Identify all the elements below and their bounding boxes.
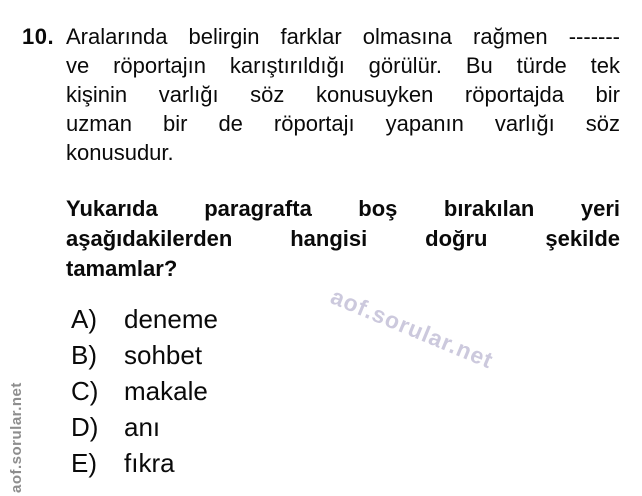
option-a-text: deneme [124, 304, 218, 334]
paragraph-line: konusudur. [66, 140, 174, 165]
option-c[interactable] [71, 373, 620, 409]
watermark-vertical: aof.sorular.net [8, 382, 25, 493]
paragraph-line: uzman bir de röportajı yapanın varlığı söz [66, 111, 620, 136]
option-d-text: anı [124, 412, 161, 442]
option-b-letter: B) [71, 340, 97, 370]
option-b[interactable] [71, 337, 620, 373]
option-e-letter: E) [71, 448, 97, 478]
option-c-letter: C) [71, 376, 99, 406]
option-a[interactable] [71, 301, 620, 337]
question-block [22, 22, 622, 481]
paragraph-line: ve röportajın karıştırıldığı görülür. Bu türde tek [66, 53, 620, 78]
option-b-text: sohbet [124, 340, 203, 370]
question-paragraph [66, 22, 620, 167]
prompt-line: Yukarıda paragrafta boş bırakılan yeri [66, 196, 620, 221]
option-e[interactable] [71, 445, 620, 481]
paragraph-line: kişinin varlığı söz konusuyken röportajda bir [66, 82, 620, 107]
paragraph-line: Aralarında belirgin farklar olmasına rağmen ------- [66, 24, 620, 49]
option-e-text: fıkra [124, 448, 175, 478]
prompt-line: aşağıdakilerden hangisi doğru şekilde [66, 226, 620, 251]
option-a-letter: A) [71, 304, 97, 334]
option-d[interactable] [71, 409, 620, 445]
options-list [66, 301, 620, 481]
question-content [66, 22, 620, 481]
option-c-text: makale [124, 376, 208, 406]
question-prompt [66, 194, 620, 284]
question-number: 10. [22, 24, 55, 49]
prompt-line: tamamlar? [66, 256, 178, 281]
option-d-letter: D) [71, 412, 99, 442]
watermark-diagonal: aof.sorular.net [327, 283, 498, 374]
